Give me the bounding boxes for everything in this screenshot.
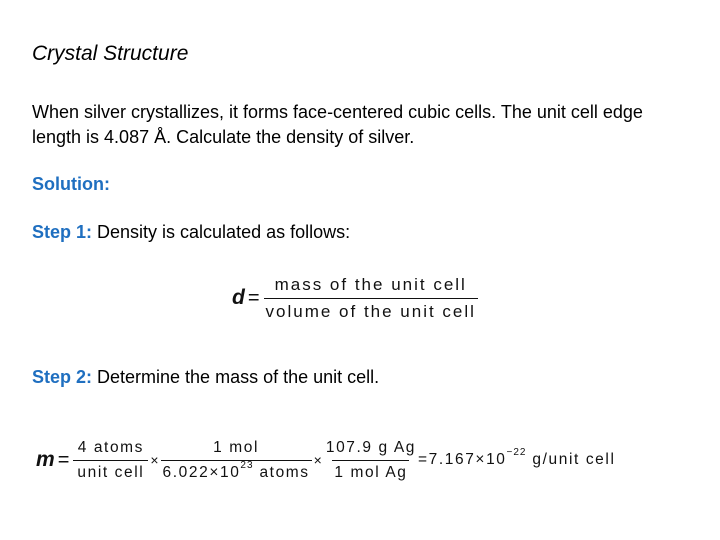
problem-statement: When silver crystallizes, it forms face-centered cubic cells. The unit cell edge length is 4.087 Å. Calculate the density of silver. <box>32 102 643 147</box>
step2-text: Determine the mass of the unit cell. <box>92 367 380 387</box>
fraction-numerator: 107.9 g Ag <box>325 438 416 456</box>
result-exponent: −22 <box>506 447 527 458</box>
fraction-denominator <box>161 460 312 482</box>
atoms-per-cell-fraction <box>73 439 148 482</box>
multiply-sign: × <box>313 452 322 468</box>
step1-label: Step 1: <box>32 222 93 242</box>
fraction-numerator: 4 atoms <box>77 438 145 456</box>
step2-line <box>32 367 379 388</box>
fraction-denominator: 1 mol Ag <box>332 460 409 482</box>
solution-heading: Solution: <box>32 174 110 194</box>
fraction-denominator: unit cell <box>73 460 148 482</box>
mass-equation <box>36 432 616 488</box>
mass-symbol: m <box>36 448 55 471</box>
step1-line <box>32 222 350 243</box>
slide-title: Crystal Structure <box>32 42 189 65</box>
avogadro-unit: atoms <box>253 463 310 481</box>
result-unit: g/unit cell <box>526 451 616 468</box>
multiply-sign: × <box>150 452 159 468</box>
equals-sign: = <box>247 286 260 309</box>
step1-text: Density is calculated as follows: <box>92 222 351 242</box>
molar-mass-fraction <box>324 439 418 482</box>
density-numerator: mass of the unit cell <box>274 274 467 294</box>
avogadro-exponent: 23 <box>240 459 254 471</box>
fraction-numerator: 1 mol <box>213 438 260 456</box>
density-denominator: volume of the unit cell <box>264 298 478 322</box>
avogadro-base: 6.022×10 <box>162 463 241 481</box>
equals-sign: = <box>57 448 70 471</box>
density-fraction <box>264 275 478 322</box>
result-base: =7.167×10 <box>417 451 507 468</box>
avogadro-fraction <box>161 439 312 482</box>
step2-label: Step 2: <box>32 367 93 387</box>
density-symbol: d <box>232 286 245 309</box>
density-equation <box>232 268 478 328</box>
mass-result <box>417 447 616 469</box>
